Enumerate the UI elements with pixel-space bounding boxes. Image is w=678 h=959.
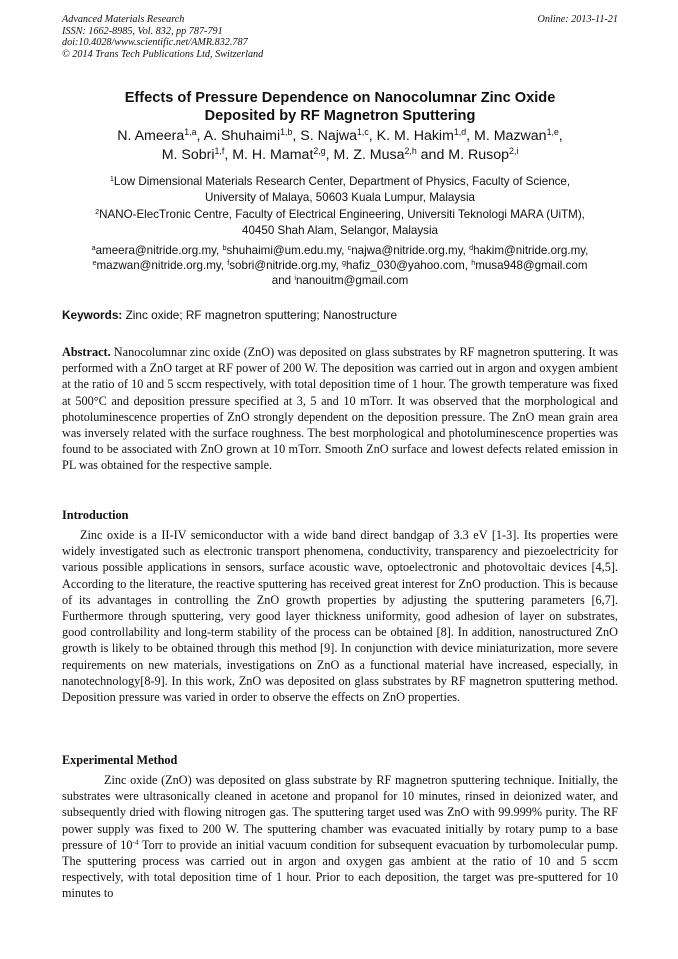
keywords-label: Keywords: bbox=[62, 308, 123, 322]
title-line-1: Effects of Pressure Dependence on Nanocolumnar Zinc Oxide bbox=[124, 90, 556, 106]
author-sup: 1,a bbox=[184, 127, 197, 138]
author-name: S. Najwa bbox=[300, 128, 358, 144]
author-line-2 bbox=[62, 146, 618, 165]
affiliation-text: Low Dimensional Materials Research Center, Department of Physics, Faculty of Science, bbox=[113, 175, 571, 188]
pressure-exponent: -4 bbox=[132, 837, 139, 847]
author-sep: , bbox=[224, 146, 233, 163]
email-link[interactable]: najwa@nitride.org.my bbox=[351, 244, 463, 257]
abstract-text: Nanocolumnar zinc oxide (ZnO) was deposited on glass substrates by RF magnetron sputtering. It was performed with a ZnO target at RF power of 200 W. The deposition was carried out in argon and oxygen ambient at the ratio of 10 and 5 sccm respectively, with total deposition time of 1 hour. The growth temperature was fixed at 500°C and deposition pressure specified at 3, 5 and 10 mTorr. It was observed that the morphological and photoluminescence properties of ZnO strongly dependent on the deposition pressure. The ZnO mean grain area was inversely related with the surface roughness. The best morphological and photoluminescence properties was found to be associated with ZnO grown at 10 mTorr. Smooth ZnO surface and lowest defects related emission in PL was obtained for the respective sample. bbox=[62, 345, 618, 473]
affiliation-text: NANO-ElecTronic Centre, Faculty of Electrical Engineering, Universiti Teknologi MARA (UiTM), bbox=[99, 208, 585, 221]
experimental-text-b: Torr to provide an initial vacuum condition for subsequent evacuation by turbomolecular pump. The sputtering process was carried out in argon and oxygen gas ambient at the ratio of 10 and 5 sccm respectively, with total deposition time of 1 hour. Prior to each deposition, the target was pre-sputtered for 10 minutes to bbox=[62, 837, 618, 901]
affiliation-sup: 2 bbox=[95, 207, 100, 217]
section-heading-experimental: Experimental Method bbox=[62, 753, 178, 767]
email-line-3 bbox=[62, 273, 618, 288]
author-sup: 1,c bbox=[357, 127, 369, 138]
author-name: M. Mazwan bbox=[474, 128, 547, 144]
author-name: M. Sobri bbox=[161, 146, 215, 163]
author-sup: 1,e bbox=[546, 127, 559, 138]
author-name: N. Ameera bbox=[117, 128, 185, 144]
email-sep: , bbox=[216, 244, 223, 257]
paper-title bbox=[62, 89, 618, 125]
affiliation-line: 40450 Shah Alam, Selangor, Malaysia bbox=[242, 223, 438, 237]
introduction-paragraph: Zinc oxide is a II-IV semiconductor with a wide band direct bandgap of 3.3 eV [1-3]. Its properties were widely investigated such as electronic transport phenomena, conductivity, transparency and piezoelectricity for various possible applications in sensors, surface acoustic wave, optoelectronic and photovoltaic devices [4,5]. According to the literature, the reactive sputtering has received great interest for ZnO production. This is because of its advantages in controlling the ZnO growth properties by adjusting the sputtering parameters [6,7]. Furthermore through sputtering, very good layer thickness uniformity, good adhesion of layer on substrates, good controllability and long-term stability of the process can be obtained [8]. In addition, nanostructured ZnO growth is likely to be obtained through this method [9]. In conjunction with device miniaturization, more severe requirements on new materials, investigations on ZnO as a functional material have increased, especially, in nanotechnology[8-9]. In this work, ZnO was deposited on glass substrates by RF magnetron sputtering method. Deposition pressure was varied in order to observe the effects on ZnO properties. bbox=[62, 528, 618, 705]
abstract-label: Abstract. bbox=[62, 345, 111, 359]
email-sup: c bbox=[347, 243, 352, 253]
email-sep: , bbox=[462, 244, 470, 257]
author-sep: , bbox=[325, 146, 334, 163]
journal-name: Advanced Materials Research bbox=[62, 14, 185, 25]
affiliation-line: University of Malaya, 50603 Kuala Lumpur, Malaysia bbox=[204, 190, 475, 204]
doi-line: doi:10.4028/www.scientific.net/AMR.832.787 bbox=[62, 37, 248, 49]
email-link[interactable]: hakim@nitride.org.my bbox=[473, 244, 586, 257]
author-sup: 1,b bbox=[280, 127, 293, 138]
issn-line: ISSN: 1662-8985, Vol. 832, pp 787-791 bbox=[62, 25, 223, 37]
email-sep: , bbox=[464, 259, 472, 272]
email-sup: g bbox=[341, 258, 346, 268]
email-link[interactable]: hafiz_030@yahoo.com bbox=[345, 259, 465, 272]
email-sup: d bbox=[469, 243, 474, 253]
title-line-2: Deposited by RF Magnetron Sputtering bbox=[204, 108, 476, 124]
email-link[interactable]: musa948@gmail.com bbox=[475, 259, 588, 272]
journal-header bbox=[62, 14, 618, 60]
abstract-paragraph bbox=[62, 344, 618, 474]
email-sup: h bbox=[471, 258, 476, 268]
email-link[interactable]: nanouitm@gmail.com bbox=[295, 274, 409, 287]
email-sup: f bbox=[227, 258, 230, 268]
author-sup: 1,f bbox=[214, 145, 225, 156]
email-sup: i bbox=[294, 273, 296, 283]
email-sep: , bbox=[341, 244, 348, 257]
author-name: M. H. Mamat bbox=[232, 146, 314, 163]
author-sep: , bbox=[368, 128, 377, 144]
keywords bbox=[62, 308, 618, 323]
author-name: K. M. Hakim bbox=[376, 128, 454, 144]
email-sup: a bbox=[91, 243, 96, 253]
email-link[interactable]: sobri@nitride.org.my bbox=[229, 259, 336, 272]
email-sup: e bbox=[92, 258, 97, 268]
email-list bbox=[62, 243, 618, 288]
affiliation-sup: 1 bbox=[109, 174, 114, 184]
author-sep: and bbox=[416, 146, 449, 163]
introduction-body bbox=[62, 527, 618, 705]
author-sep: , bbox=[558, 128, 563, 144]
email-sep: , bbox=[220, 259, 228, 272]
experimental-text-a: Zinc oxide (ZnO) was deposited on glass substrate by RF magnetron sputtering technique. Initially, the substrates were ultrasonically cleaned in acetone and propanol for 10 minutes, rinsed in deionized water, and subsequently dried with flowing nitrogen gas. The sputtering target used was ZnO with 99.999% purity. The RF power supply was fixed to 200 W. The sputtering chamber was evacuated initially by rotary pump to a base pressure of 10 bbox=[62, 773, 618, 852]
author-line-1 bbox=[62, 127, 618, 146]
keywords-text: Zinc oxide; RF magnetron sputtering; Nanostructure bbox=[122, 308, 398, 322]
author-name: M. Rusop bbox=[448, 146, 509, 163]
affiliation-line bbox=[62, 174, 618, 190]
email-line-1 bbox=[62, 243, 618, 258]
author-sep: , bbox=[196, 128, 204, 144]
email-line-2 bbox=[62, 258, 618, 273]
affiliation-1 bbox=[62, 174, 618, 205]
email-sep: , bbox=[335, 259, 342, 272]
author-sup: 1,d bbox=[453, 127, 467, 138]
email-sep: , bbox=[585, 244, 589, 257]
author-sep: , bbox=[466, 128, 475, 144]
experimental-paragraph bbox=[62, 772, 618, 902]
author-sep: , bbox=[292, 128, 301, 144]
online-date: Online: 2013-11-21 bbox=[537, 14, 618, 25]
email-and: and bbox=[271, 274, 292, 287]
author-sup: 2,h bbox=[404, 145, 417, 156]
experimental-body bbox=[62, 772, 618, 902]
author-name: M. Z. Musa bbox=[333, 146, 405, 163]
affiliation-2 bbox=[62, 207, 618, 238]
affiliation-line bbox=[62, 207, 618, 223]
section-heading-introduction: Introduction bbox=[62, 508, 129, 522]
email-link[interactable]: shuhaimi@um.edu.my bbox=[226, 244, 342, 257]
email-sup: b bbox=[222, 243, 227, 253]
author-name: A. Shuhaimi bbox=[203, 128, 281, 144]
author-sup: 2,i bbox=[509, 145, 519, 156]
abstract bbox=[62, 344, 618, 474]
author-list bbox=[62, 127, 618, 164]
email-link[interactable]: ameera@nitride.org.my bbox=[95, 244, 217, 257]
email-link[interactable]: mazwan@nitride.org.my bbox=[96, 259, 221, 272]
copyright-line: © 2014 Trans Tech Publications Ltd, Switzerland bbox=[62, 48, 264, 60]
author-sup: 2,g bbox=[313, 145, 326, 156]
